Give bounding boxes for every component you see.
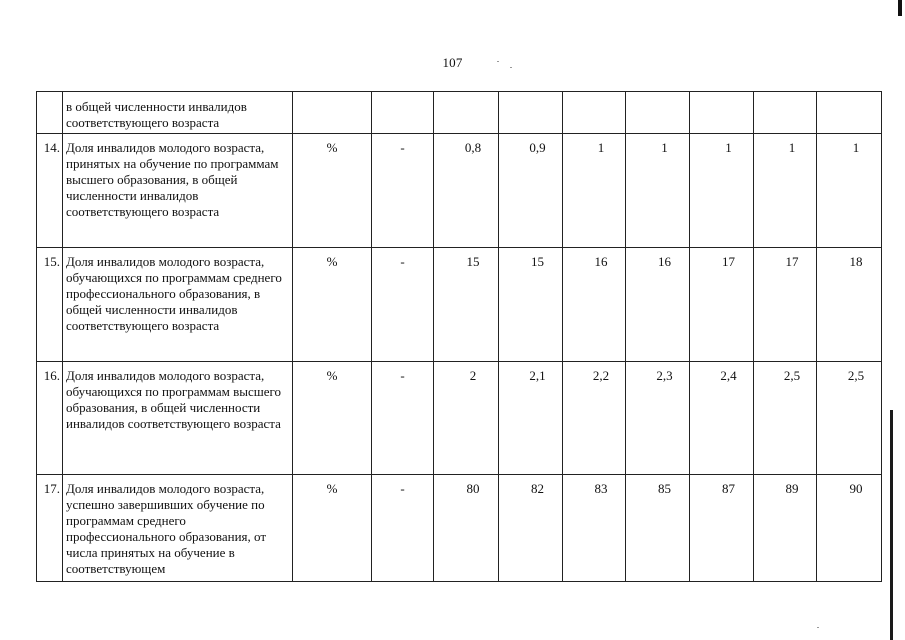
- unit: %: [293, 362, 372, 475]
- value-cell: [817, 92, 882, 134]
- value-year-6: 1: [754, 134, 817, 248]
- value-year-1: 0,8: [434, 134, 499, 248]
- value-cell: [563, 92, 626, 134]
- value-year-6: 89: [754, 475, 817, 582]
- value-year-6: 2,5: [754, 362, 817, 475]
- table-row: [37, 134, 882, 248]
- value-year-2: 82: [499, 475, 563, 582]
- base-value: -: [372, 134, 434, 248]
- row-number-cell: [37, 92, 63, 134]
- scan-speck: [510, 67, 512, 68]
- row-number: 14.: [37, 134, 63, 248]
- base-value: -: [372, 248, 434, 362]
- value-year-2: 2,1: [499, 362, 563, 475]
- value-year-5: 2,4: [690, 362, 754, 475]
- indicator-name-cell: в общей численности инвалидов соответствующего возраста: [63, 92, 293, 134]
- unit: %: [293, 134, 372, 248]
- row-number: 16.: [37, 362, 63, 475]
- value-year-4: 1: [626, 134, 690, 248]
- value-year-4: 16: [626, 248, 690, 362]
- indicator-name: Доля инвалидов молодого возраста, принятых на обучение по программам высшего образования, в общей численности инвалидов соответствующего возраста: [63, 134, 293, 248]
- indicator-name: Доля инвалидов молодого возраста, обучающихся по программам среднего профессионального образования, в общей численности инвалидов соответствующего возраста: [63, 248, 293, 362]
- value-year-5: 17: [690, 248, 754, 362]
- value-year-3: 1: [563, 134, 626, 248]
- table-row-continuation: [37, 92, 882, 134]
- value-year-6: 17: [754, 248, 817, 362]
- scan-speck: [497, 61, 499, 62]
- indicator-name: Доля инвалидов молодого возраста, успешно завершивших обучение по программам среднего профессионального образования, от числа принятых на обучение в соответствующем: [63, 475, 293, 582]
- value-cell: [499, 92, 563, 134]
- scan-speck: [817, 627, 819, 628]
- value-year-3: 2,2: [563, 362, 626, 475]
- value-year-4: 85: [626, 475, 690, 582]
- value-cell: [626, 92, 690, 134]
- value-year-1: 15: [434, 248, 499, 362]
- base-value: -: [372, 362, 434, 475]
- value-year-7: 18: [817, 248, 882, 362]
- value-year-3: 83: [563, 475, 626, 582]
- unit: %: [293, 248, 372, 362]
- table-row: [37, 362, 882, 475]
- scan-edge-mark: [898, 0, 902, 16]
- unit: %: [293, 475, 372, 582]
- value-cell: [754, 92, 817, 134]
- value-year-7: 2,5: [817, 362, 882, 475]
- row-number: 17.: [37, 475, 63, 582]
- value-year-3: 16: [563, 248, 626, 362]
- value-year-5: 1: [690, 134, 754, 248]
- value-year-7: 90: [817, 475, 882, 582]
- value-year-1: 80: [434, 475, 499, 582]
- value-year-7: 1: [817, 134, 882, 248]
- value-year-4: 2,3: [626, 362, 690, 475]
- value-cell: [434, 92, 499, 134]
- base-value: -: [372, 475, 434, 582]
- scan-edge-line: [890, 410, 893, 640]
- value-year-1: 2: [434, 362, 499, 475]
- base-value-cell: [372, 92, 434, 134]
- value-year-5: 87: [690, 475, 754, 582]
- value-year-2: 15: [499, 248, 563, 362]
- unit-cell: [293, 92, 372, 134]
- value-cell: [690, 92, 754, 134]
- row-number: 15.: [37, 248, 63, 362]
- table-row: [37, 248, 882, 362]
- indicators-table: [36, 91, 882, 582]
- indicator-name: Доля инвалидов молодого возраста, обучающихся по программам высшего образования, в общей численности инвалидов соответствующего возраста: [63, 362, 293, 475]
- page-number: 107: [442, 55, 463, 70]
- table-row: [37, 475, 882, 582]
- value-year-2: 0,9: [499, 134, 563, 248]
